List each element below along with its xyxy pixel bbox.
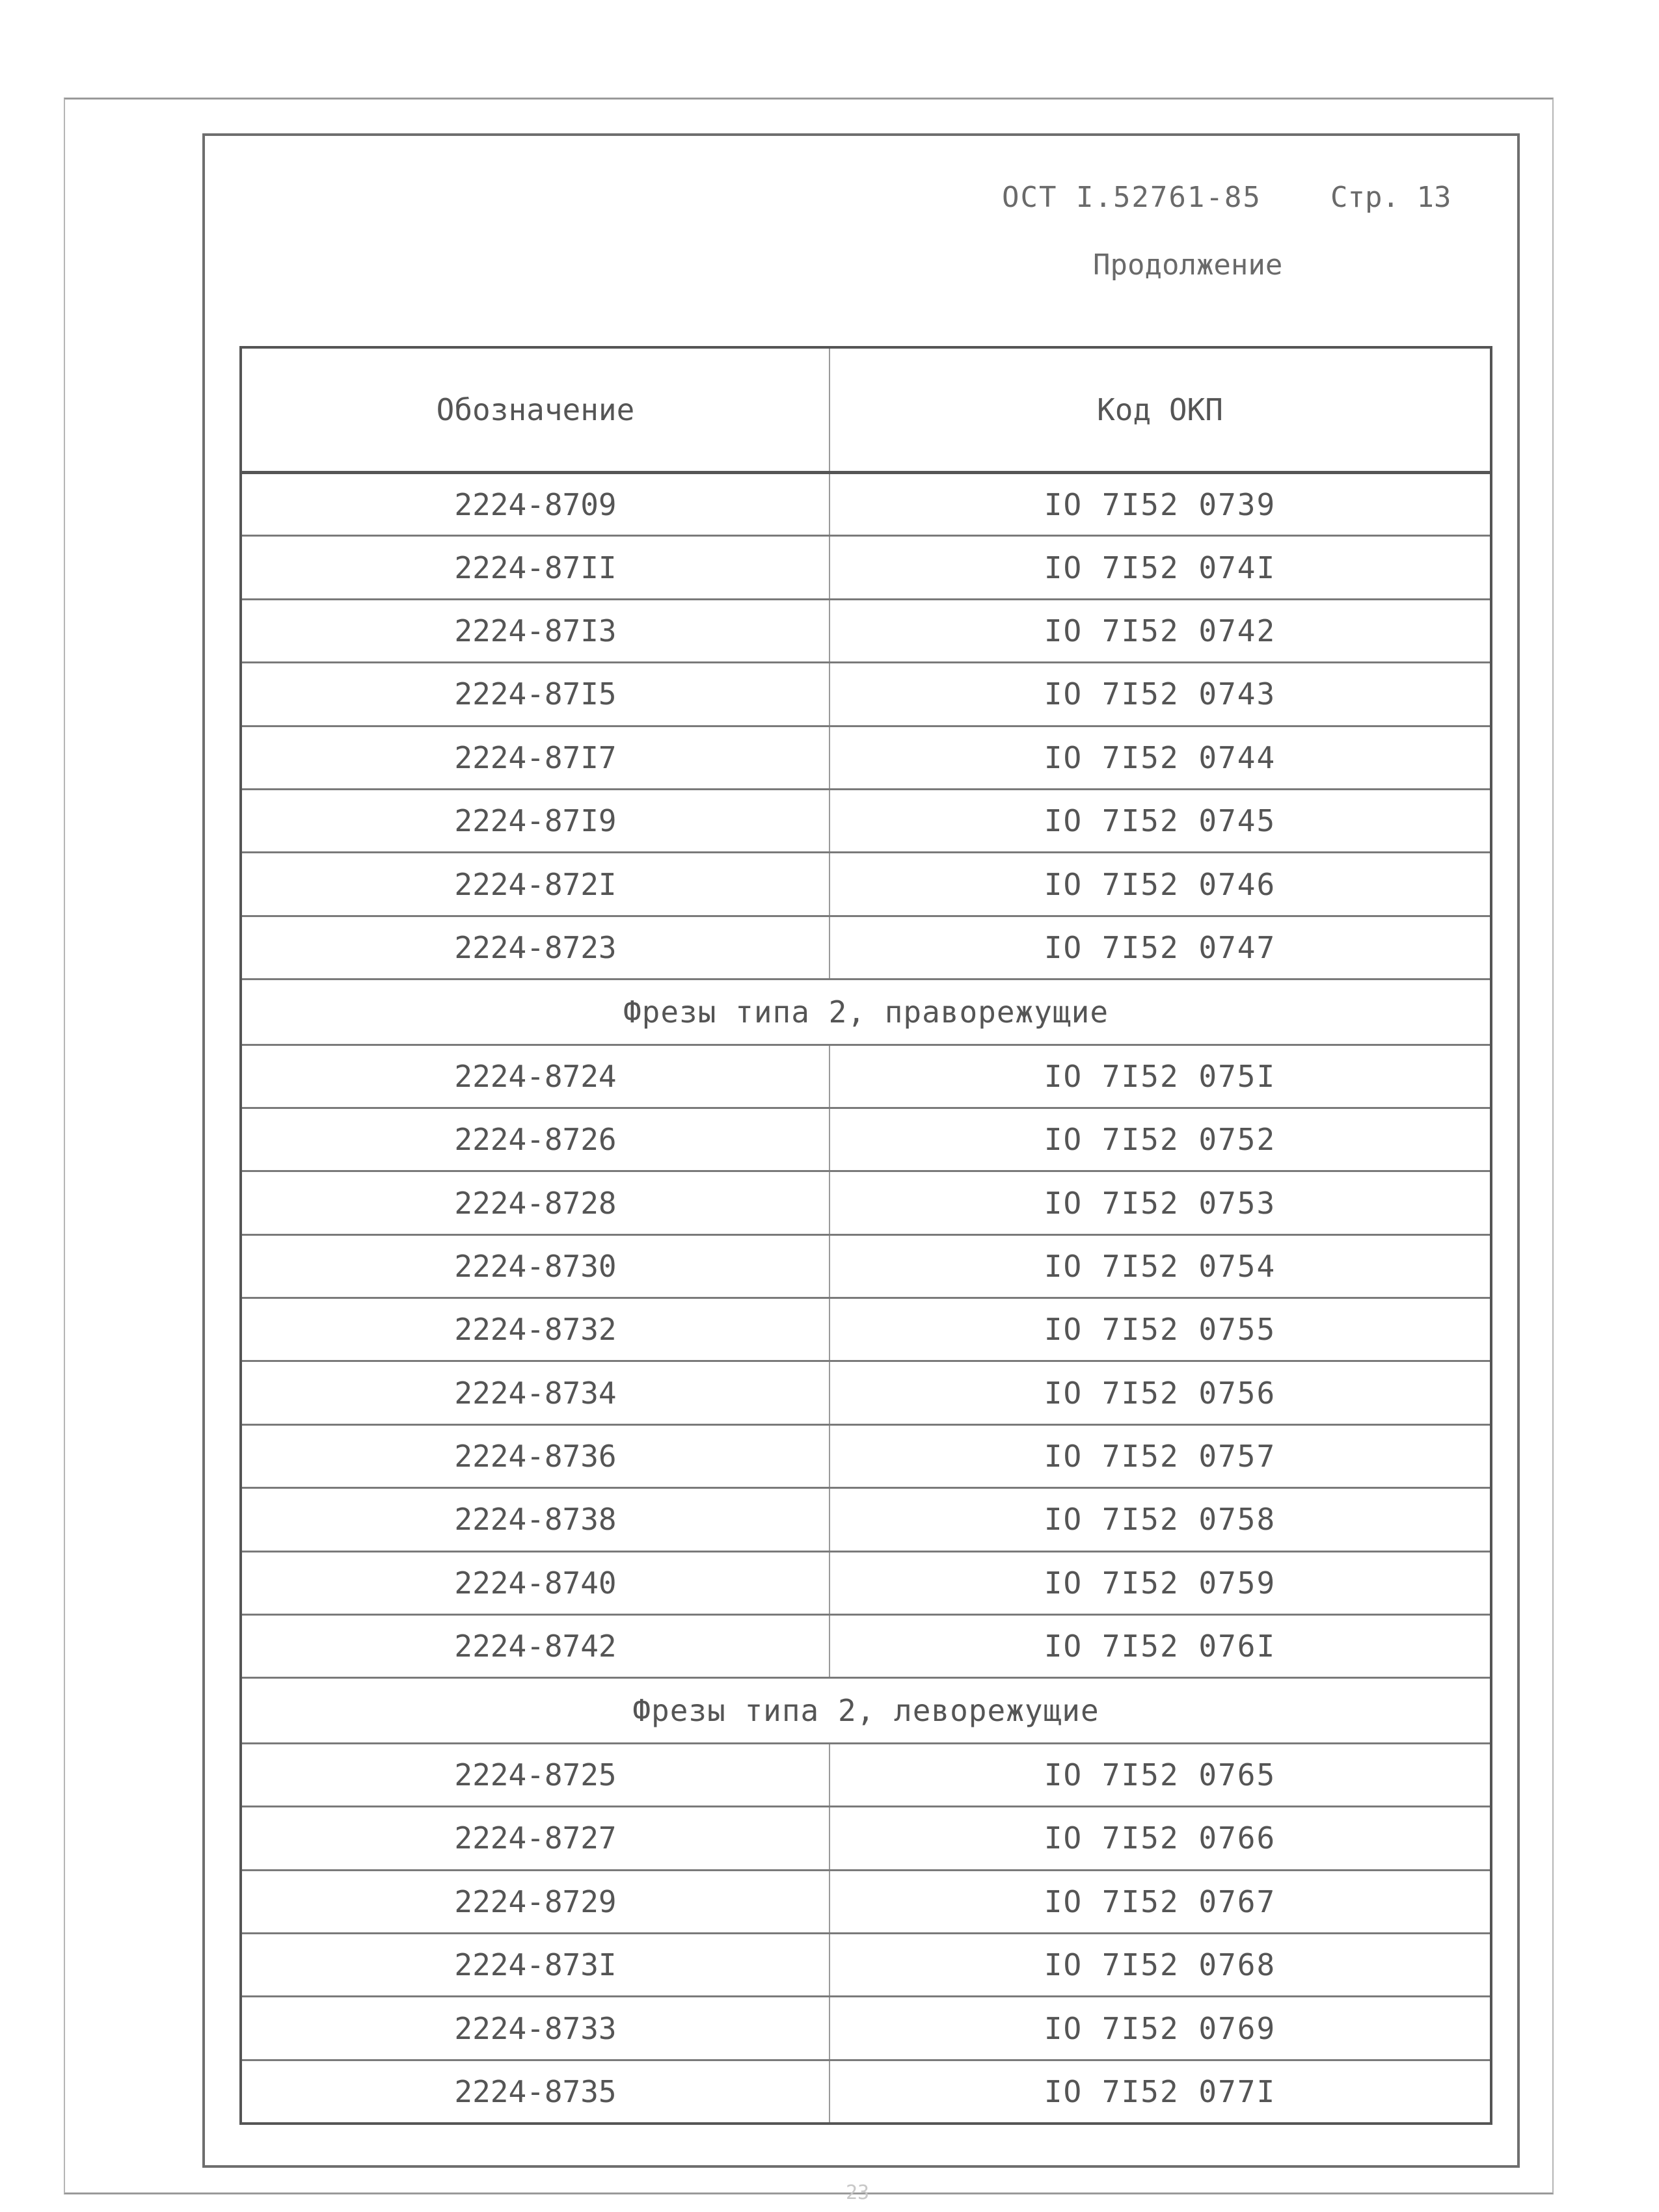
continuation-label: Продолжение bbox=[1093, 248, 1283, 282]
table-row bbox=[241, 1551, 1491, 1614]
table-row bbox=[241, 726, 1491, 789]
designation-cell: 2224-87II bbox=[241, 536, 830, 599]
designation-cell: 2224-8726 bbox=[241, 1108, 830, 1171]
okp-code-cell: IO 7I52 0757 bbox=[830, 1424, 1491, 1487]
designation-cell: 2224-87I9 bbox=[241, 789, 830, 852]
designation-cell: 2224-8734 bbox=[241, 1361, 830, 1424]
okp-code-cell: IO 7I52 0754 bbox=[830, 1234, 1491, 1298]
table-row bbox=[241, 599, 1491, 662]
table-row bbox=[241, 1615, 1491, 1678]
okp-code-cell: IO 7I52 0747 bbox=[830, 916, 1491, 979]
table-header-row bbox=[241, 347, 1491, 473]
designation-cell: 2224-8733 bbox=[241, 1997, 830, 2060]
designation-cell: 2224-872I bbox=[241, 853, 830, 916]
okp-code-cell: IO 7I52 0739 bbox=[830, 473, 1491, 536]
table-row bbox=[241, 473, 1491, 536]
okp-code-cell: IO 7I52 076I bbox=[830, 1615, 1491, 1678]
section-title: Фрезы типа 2, леворежущие bbox=[241, 1678, 1491, 1743]
table-row bbox=[241, 1424, 1491, 1487]
designation-cell: 2224-87I5 bbox=[241, 663, 830, 726]
table-row bbox=[241, 1298, 1491, 1361]
section-row-type2-right bbox=[241, 979, 1491, 1045]
section-row-type2-left bbox=[241, 1678, 1491, 1743]
table-row bbox=[241, 1108, 1491, 1171]
column-header-okp-code: Код ОКП bbox=[830, 347, 1491, 473]
table-row bbox=[241, 1807, 1491, 1870]
designation-cell: 2224-8727 bbox=[241, 1807, 830, 1870]
designation-cell: 2224-8724 bbox=[241, 1045, 830, 1108]
designation-cell: 2224-87I3 bbox=[241, 599, 830, 662]
table-row bbox=[241, 1171, 1491, 1234]
table-row bbox=[241, 916, 1491, 979]
okp-code-cell: IO 7I52 0769 bbox=[830, 1997, 1491, 2060]
section-title: Фрезы типа 2, праворежущие bbox=[241, 979, 1491, 1045]
okp-code-cell: IO 7I52 0742 bbox=[830, 599, 1491, 662]
designation-cell: 2224-8729 bbox=[241, 1870, 830, 1933]
standard-code: ОСТ I.52761-85 bbox=[1002, 181, 1261, 214]
table-row bbox=[241, 2060, 1491, 2124]
designation-cell: 2224-8732 bbox=[241, 1298, 830, 1361]
okp-code-cell: IO 7I52 0765 bbox=[830, 1743, 1491, 1806]
table-row bbox=[241, 1045, 1491, 1108]
table-row bbox=[241, 789, 1491, 852]
okp-code-cell: IO 7I52 075I bbox=[830, 1045, 1491, 1108]
okp-code-cell: IO 7I52 0744 bbox=[830, 726, 1491, 789]
table-row bbox=[241, 1870, 1491, 1933]
okp-code-cell: IO 7I52 0758 bbox=[830, 1488, 1491, 1551]
table-row bbox=[241, 853, 1491, 916]
okp-code-cell: IO 7I52 0743 bbox=[830, 663, 1491, 726]
table-row bbox=[241, 1361, 1491, 1424]
okp-code-cell: IO 7I52 0753 bbox=[830, 1171, 1491, 1234]
okp-code-cell: IO 7I52 0756 bbox=[830, 1361, 1491, 1424]
designation-cell: 2224-8738 bbox=[241, 1488, 830, 1551]
okp-code-cell: IO 7I52 074I bbox=[830, 536, 1491, 599]
table-row bbox=[241, 1234, 1491, 1298]
designation-cell: 2224-8725 bbox=[241, 1743, 830, 1806]
okp-code-cell: IO 7I52 0766 bbox=[830, 1807, 1491, 1870]
table-row bbox=[241, 1488, 1491, 1551]
designation-cell: 2224-8709 bbox=[241, 473, 830, 536]
okp-code-cell: IO 7I52 0767 bbox=[830, 1870, 1491, 1933]
page-number: Стр. 13 bbox=[1330, 181, 1451, 214]
designation-cell: 2224-8736 bbox=[241, 1424, 830, 1487]
table-row bbox=[241, 663, 1491, 726]
table-row bbox=[241, 1934, 1491, 1997]
designation-cell: 2224-8723 bbox=[241, 916, 830, 979]
designation-cell: 2224-8728 bbox=[241, 1171, 830, 1234]
designation-cell: 2224-873I bbox=[241, 1934, 830, 1997]
table-row bbox=[241, 1997, 1491, 2060]
okp-code-cell: IO 7I52 077I bbox=[830, 2060, 1491, 2124]
okp-code-cell: IO 7I52 0746 bbox=[830, 853, 1491, 916]
designation-cell: 2224-8730 bbox=[241, 1234, 830, 1298]
designation-cell: 2224-8742 bbox=[241, 1615, 830, 1678]
column-header-designation: Обозначение bbox=[241, 347, 830, 473]
table-row bbox=[241, 1743, 1491, 1806]
okp-code-cell: IO 7I52 0759 bbox=[830, 1551, 1491, 1614]
designation-cell: 2224-87I7 bbox=[241, 726, 830, 789]
okp-code-cell: IO 7I52 0752 bbox=[830, 1108, 1491, 1171]
designation-cell: 2224-8735 bbox=[241, 2060, 830, 2124]
designation-code-table bbox=[239, 346, 1492, 2125]
table-row bbox=[241, 536, 1491, 599]
designation-cell: 2224-8740 bbox=[241, 1551, 830, 1614]
okp-code-cell: IO 7I52 0768 bbox=[830, 1934, 1491, 1997]
okp-code-cell: IO 7I52 0745 bbox=[830, 789, 1491, 852]
sheet-mark: 23 bbox=[846, 2181, 870, 2204]
okp-code-cell: IO 7I52 0755 bbox=[830, 1298, 1491, 1361]
